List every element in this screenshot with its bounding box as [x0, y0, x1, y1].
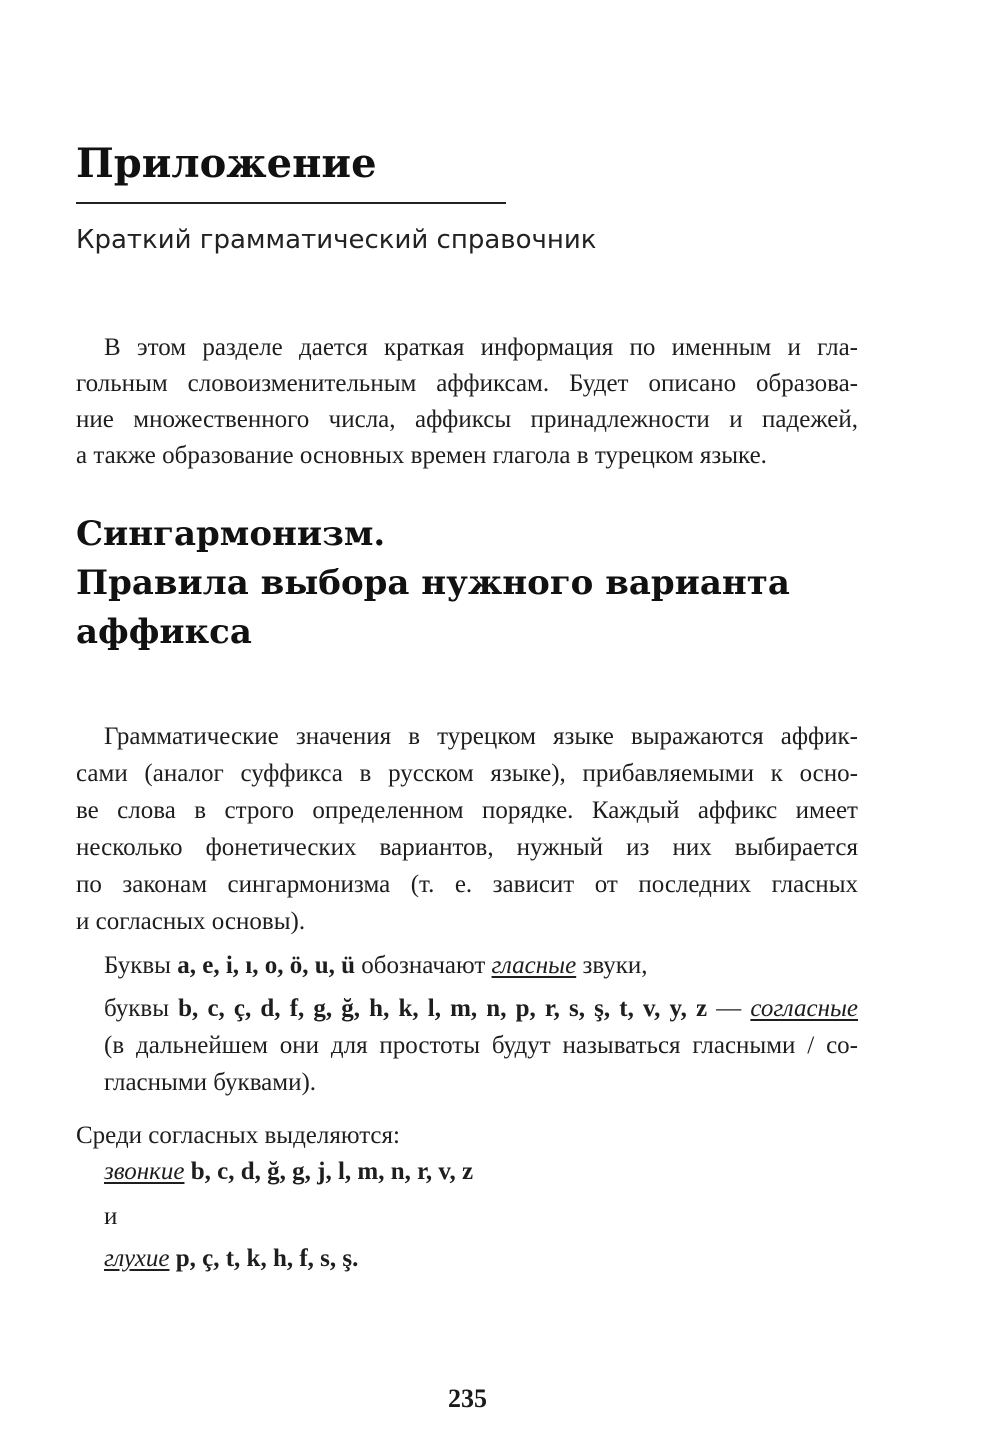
distinction-intro: Среди согласных выделяются: [76, 1122, 400, 1149]
para-line: несколько фонетических вариантов, нужный из них выбирается [76, 834, 858, 861]
consonants-note-line: (в дальнейшем они для простоты будут называться гласными / со- [104, 1032, 858, 1059]
consonants-dash: — [716, 995, 742, 1022]
voiced-line [104, 1158, 473, 1186]
intro-line: а также образование основных времен глагола в турецком языке. [76, 442, 767, 469]
appendix-title: Приложение [76, 140, 377, 187]
para-line: и согласных основы). [76, 908, 306, 935]
section-heading-line: Сингармонизм. [76, 514, 386, 554]
voiced-letters: b, c, d, ğ, g, j, l, m, n, r, v, z [190, 1158, 474, 1185]
voiceless-letters: p, ç, t, k, h, f, s, ş. [175, 1245, 359, 1272]
voiced-term: звонкие [104, 1158, 185, 1185]
section-heading-line: Правила выбора нужного варианта [76, 563, 790, 603]
page-number: 235 [448, 1384, 487, 1413]
consonants-prefix: буквы [104, 995, 170, 1022]
voiceless-line [104, 1245, 358, 1273]
intro-line: ние множественного числа, аффиксы принадлежности и падежей, [76, 406, 858, 433]
vowel-letters: a, e, i, ı, o, ö, u, ü [177, 952, 356, 979]
title-underline [76, 202, 506, 204]
consonant-letters: b, c, ç, d, f, g, ğ, h, k, l, m, n, p, r, s, ş, t, v, y, z [178, 995, 708, 1022]
vowels-prefix: Буквы [104, 952, 171, 979]
vowels-line [104, 952, 648, 980]
para-line: ве слова в строго определенном порядке. Каждый аффикс имеет [76, 797, 858, 824]
consonants-term: согласные [750, 995, 859, 1022]
vowels-term: гласные [491, 952, 577, 979]
para-line: по законам сингармонизма (т. е. зависит от последних гласных [76, 871, 858, 898]
appendix-subtitle: Краткий грамматический справочник [76, 225, 597, 255]
intro-line: В этом разделе дается краткая информация по именным и гла- [104, 334, 858, 361]
section-heading-line: аффикса [76, 612, 252, 652]
consonants-note-line: гласными буквами). [104, 1069, 317, 1096]
para-line: Грамматические значения в турецком языке выражаются аффик- [104, 723, 858, 750]
vowels-verb: обозначают [361, 952, 486, 979]
voiceless-term: глухие [104, 1245, 170, 1272]
consonants-line [104, 995, 858, 1023]
intro-line: гольным словоизменительным аффиксам. Будет описано образова- [76, 370, 858, 397]
para-line: сами (аналог суффикса в русском языке), прибавляемыми к осно- [76, 760, 858, 787]
conjunction: и [104, 1203, 118, 1230]
vowels-suffix: звуки, [582, 952, 648, 979]
